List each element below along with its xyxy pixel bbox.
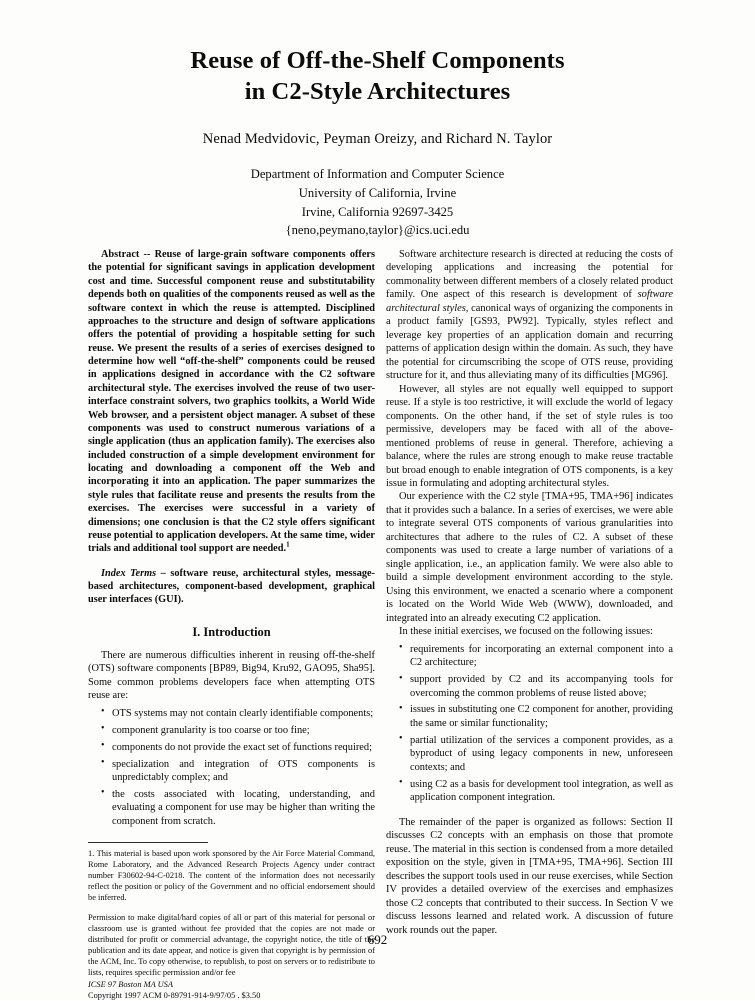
affiliation-university: University of California, Irvine: [298, 185, 457, 200]
right-paragraph-5: The remainder of the paper is organized as follows: Section II discusses C2 concepts with an emphasis on those that promote reuse. The material in this section is condensed from a more detailed exposition on the style, given in [TMA+95, TMA+96]. Section III describes the support tools used in our reuse exercises, while Section IV provides a detailed overview of the exercises and emphasizes those C2 concepts that contributed to their success. In Section V we discuss lessons learned and related work. A discussion of future work rounds out the paper.: [386, 816, 673, 936]
list-item-text: using C2 as a basis for development tool integration, as well as application component integration.: [410, 778, 673, 804]
right-paragraph-2: However, all styles are not equally well equipped to support reuse. If a style is too restrictive, it will exclude the world of legacy components. On the other hand, if the set of style rules is too permissive, developers may be faced with all of the above-mentioned problems of reuse in general. Therefore, achieving a balance, where the rules are strong enough to make reuse tractable but broad enough to enable integration of OTS components, is a key issue in formulating and adopting architectural styles.: [386, 383, 673, 489]
list-item-text: specialization and integration of OTS components is unpredictably complex; and: [112, 758, 375, 783]
page-number: 692: [367, 932, 388, 947]
list-item: [103, 707, 375, 720]
bullet-icon: •: [399, 777, 403, 789]
bullet-icon: •: [101, 706, 105, 718]
affiliation-email: {neno,peymano,taylor}@ics.uci.edu: [285, 223, 470, 238]
right-column: [386, 248, 673, 937]
list-item-text: issues in substituting one C2 component for another, providing the same or similar functionality;: [410, 704, 673, 729]
list-item: [401, 734, 673, 774]
list-item-text: partial utilization of the services a component provides, as a byproduct of using legacy components in new, unforeseen contexts; and: [410, 734, 673, 773]
right-paragraph-3: Our experience with the C2 style [TMA+95, TMA+96] indicates that it provides such a balance. In a series of exercises, we were able to integrate several OTS components of various granularities into architectures that adhere to the rules of C2. A subset of these components was used to create a large number of variations of a single application, i.e., an application family. We were also able to build a simple development environment according to the style. Using this environment, we enacted a scenario where a component is located on the World Wide Web (WWW), downloaded, and integrated into an already executing C2 application.: [386, 491, 673, 624]
section-heading-introduction: I. Introduction: [192, 624, 271, 639]
affiliation-address: Irvine, California 92697-3425: [301, 204, 454, 219]
list-item: [401, 778, 673, 805]
list-item: [103, 788, 375, 828]
right-paragraph-1: [386, 248, 673, 383]
list-item: [103, 724, 375, 737]
list-item: [401, 673, 673, 700]
bullet-icon: •: [399, 733, 403, 745]
list-item: [401, 703, 673, 730]
index-terms-text: – software reuse, architectural styles, message-based architectures, component-based development, graphical user interfaces (GUI).: [88, 567, 375, 606]
footnote-permission-notice: Permission to make digital/hard copies of all or part of this material for personal or classroom use is granted without fee provided that the copies are not made or distributed for profit or commercial advantage, the copyright notice, the title of the publication and its date appear, and notice is given that copyright is by permission of the ACM, Inc. To copy otherwise, to republish, to post on servers or to redistribute to lists, requires specific permission and/or fee: [88, 912, 375, 977]
list-item-text: OTS systems may not contain clearly identifiable components;: [112, 707, 374, 719]
list-item-text: component granularity is too coarse or too fine;: [112, 724, 310, 736]
abstract-paragraph: [88, 248, 375, 556]
footnote-venue: ICSE 97 Boston MA USA: [88, 979, 173, 989]
affiliation-block: [0, 165, 755, 240]
masthead: [0, 0, 755, 240]
right-paragraph-1-part-a: Software architecture research is directed at reducing the costs of developing applications and increasing the potential for commonality between different members of a closely related product family. One aspect of this research is development of: [386, 249, 673, 301]
footnote-copyright: Copyright 1997 ACM 0-89791-914-9/97/05 . $3.50: [88, 990, 261, 1000]
footnote-separator: [88, 842, 208, 843]
title-line-1: Reuse of Off-the-Shelf Components: [190, 47, 565, 74]
intro-paragraph: There are numerous difficulties inherent in reusing off-the-shelf (OTS) software components [BP89, Big94, Kru92, GAO95, Sha95]. Some common problems developers face when attempting OTS reuse are:: [88, 649, 375, 702]
left-bullet-list: [88, 707, 375, 829]
page-title: [98, 46, 658, 107]
bullet-icon: •: [101, 740, 105, 752]
right-paragraph-4: In these initial exercises, we focused on the following issues:: [399, 626, 653, 638]
bullet-icon: •: [399, 642, 403, 654]
paragraph-spacer: [386, 809, 673, 816]
bullet-icon: •: [399, 702, 403, 714]
list-item-text: support provided by C2 and its accompanying tools for overcoming the common problems of reuse listed above;: [410, 674, 673, 699]
list-item-text: requirements for incorporating an external component into a C2 architecture;: [410, 643, 673, 669]
list-item-text: components do not provide the exact set of functions required;: [112, 741, 372, 753]
index-terms-paragraph: [88, 567, 375, 607]
author-list: Nenad Medvidovic, Peyman Oreizy, and Richard N. Taylor: [202, 131, 553, 148]
index-terms-label: Index Terms: [101, 567, 157, 579]
bullet-icon: •: [101, 723, 105, 735]
bullet-icon: •: [101, 757, 105, 769]
affiliation-department: Department of Information and Computer Science: [250, 167, 505, 182]
list-item: [103, 758, 375, 785]
abstract-label: Abstract --: [101, 249, 151, 260]
list-item: [103, 741, 375, 754]
footnote-sponsorship: 1. This material is based upon work sponsored by the Air Force Material Command, Rome Laboratory, and the Advanced Research Projects Agency under contract number F30602-94-C-0218. The content of the information does not necessarily reflect the position or policy of the Government and no official endorsement should be inferred.: [88, 849, 375, 903]
footnote-venue-block: [88, 979, 375, 1001]
architectural-styles-emphasis: software architectural styles: [386, 289, 673, 314]
left-column: [88, 248, 375, 1001]
bullet-icon: •: [399, 672, 403, 684]
bullet-icon: •: [101, 787, 105, 799]
list-item-text: the costs associated with locating, understanding, and evaluating a component for use may be higher than writing the component from scratch.: [112, 788, 375, 827]
list-item: [401, 643, 673, 670]
abstract-footnote-marker: 1: [286, 540, 290, 549]
right-paragraph-1-part-b: , canonical ways of organizing the components in a product family [GS93, PW92]. Typically, styles reflect and leverage key properties of an application domain and recurring patterns of application design within the domain. As such, they have the potential for circumscribing the scope of OTS reuse, providing structure for it, and thus alleviating many of its difficulties [MG96].: [386, 302, 673, 382]
title-line-2: in C2-Style Architectures: [244, 77, 511, 105]
abstract-text: Reuse of large-grain software components offers the potential for significant savings in application development cost and time. Successful component reuse and substitutability depends both on qualities of the components reused as well as the software context in which the reuse is attempted. Disciplined approaches to the structure and design of software applications offers the potential of providing a hospitable setting for such reuse. We present the results of a series of exercises designed to determine how well “off-the-shelf” components could be reused in applications designed in accordance with the C2 software architectural style. The exercises involved the reuse of two user-interface constraint solvers, two graphics toolkits, a World Wide Web browser, and a persistent object manager. A subset of these components was used to construct numerous variations of a single application (thus an application family). The exercises also included construction of a simple development environment for locating and downloading a component off the Web and incorporating it into an application. The paper summarizes the style rules that facilitate reuse and presents the results from the exercises. The exercises were successful in a variety of dimensions; one conclusion is that the C2 style offers significant reuse potential to application developers. At the same time, wider trials and additional tool support are needed.: [88, 249, 376, 555]
right-bullet-list: [386, 643, 673, 805]
